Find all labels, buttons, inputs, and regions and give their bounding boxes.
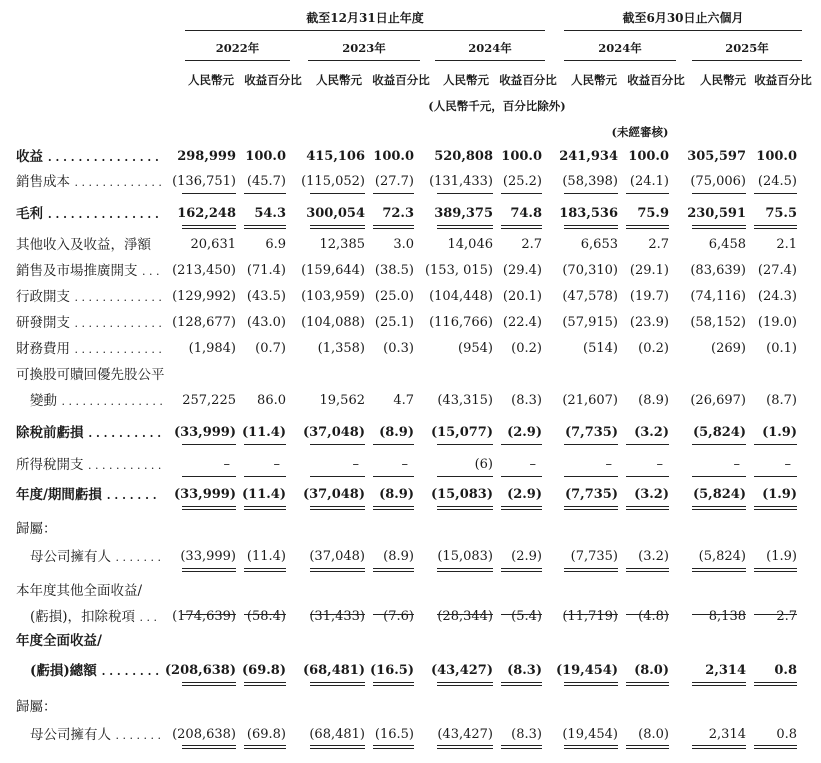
cell-value: (45.7): [246, 174, 286, 189]
cell-value: (1.9): [762, 487, 797, 502]
double-underline: [501, 506, 542, 510]
cell-value: (104,448): [429, 289, 493, 304]
cell-value: (37,048): [309, 549, 365, 564]
cell-value: (19.7): [629, 289, 669, 304]
row-label-attributable: 歸屬：: [16, 521, 57, 537]
cell-value: (5,824): [698, 549, 746, 564]
double-underline: [310, 682, 365, 686]
cell-value: (7.6): [383, 609, 414, 624]
underline: [626, 614, 669, 615]
cell-value: 100.0: [756, 149, 797, 164]
double-underline: [692, 745, 746, 749]
underline: [626, 476, 669, 477]
cell-value: (69.8): [242, 663, 286, 678]
cell-value: (7,735): [570, 549, 618, 564]
cell-value: (58,152): [690, 315, 746, 330]
cell-value: (4.8): [638, 609, 669, 624]
cell-value: 389,375: [434, 206, 493, 221]
cell-value: (5.4): [511, 609, 542, 624]
cell-value: 0.8: [776, 727, 797, 742]
cell-value: (25.0): [374, 289, 414, 304]
header-rule: [564, 30, 802, 31]
underline: [501, 193, 542, 194]
cell-value: (1.9): [762, 425, 797, 440]
row-label-finance-costs: 財務費用 . . . . . . . . . . . . .: [16, 341, 162, 357]
cell-value: (31,433): [309, 609, 365, 624]
cell-value: (37,048): [302, 425, 365, 440]
cell-value: (43.5): [246, 289, 286, 304]
col-header-rmb: 人民幣元: [443, 73, 489, 87]
col-header-rmb: 人民幣元: [571, 73, 617, 87]
cell-value: (22.4): [502, 315, 542, 330]
cell-value: (8.9): [379, 487, 414, 502]
cell-value: (269): [711, 341, 746, 356]
underline: [437, 476, 493, 477]
underline: [310, 614, 365, 615]
underline: [754, 476, 797, 477]
row-label-rd-expenses: 研發開支 . . . . . . . . . . . . .: [16, 315, 162, 331]
cell-value: 520,808: [434, 149, 493, 164]
underline: [564, 614, 618, 615]
cell-value: (115,052): [301, 174, 365, 189]
cell-value: (15,083): [430, 487, 493, 502]
cell-value: 14,046: [447, 237, 493, 252]
cell-value: (208,638): [164, 663, 236, 678]
cell-value: 100.0: [245, 149, 286, 164]
double-underline: [564, 682, 618, 686]
row-label-owners-of-parent: 母公司擁有人 . . . . . . .: [30, 727, 161, 743]
cell-value: (75,006): [690, 174, 746, 189]
cell-value: 6,653: [580, 237, 618, 252]
cell-value: 300,054: [306, 206, 365, 221]
cell-value: 2,314: [705, 663, 746, 678]
double-underline: [182, 568, 236, 572]
cell-value: (69.8): [246, 727, 286, 742]
double-underline: [626, 568, 669, 572]
cell-value: (19,454): [562, 727, 618, 742]
cell-value: 2.7: [776, 609, 797, 624]
cell-value: –: [733, 457, 740, 472]
double-underline: [437, 745, 493, 749]
cell-value: (11.4): [242, 425, 286, 440]
header-rule: [185, 30, 545, 31]
underline: [564, 193, 618, 194]
col-header-rmb: 人民幣元: [188, 73, 234, 87]
double-underline: [564, 568, 618, 572]
cell-value: –: [352, 457, 359, 472]
underline: [692, 444, 746, 445]
col-header-pct: 收益百分比: [244, 73, 302, 87]
cell-value: (23.9): [629, 315, 669, 330]
year-header-2022: 2022年: [215, 41, 260, 55]
cell-value: (57,915): [562, 315, 618, 330]
col-header-rmb: 人民幣元: [700, 73, 746, 87]
cell-value: 162,248: [177, 206, 236, 221]
cell-value: (213,450): [172, 263, 236, 278]
cell-value: 0.8: [774, 663, 797, 678]
cell-value: (15,083): [437, 549, 493, 564]
cell-value: 2,314: [708, 727, 746, 742]
cell-value: 415,106: [306, 149, 365, 164]
cell-value: (136,751): [172, 174, 236, 189]
underline: [692, 193, 746, 194]
double-underline: [692, 682, 746, 686]
cell-value: (43,427): [437, 727, 493, 742]
cell-value: (0.2): [638, 341, 669, 356]
double-underline: [182, 682, 236, 686]
group-header-six-months: 截至6月30日止六個月: [622, 11, 744, 25]
double-underline: [754, 568, 797, 572]
cell-value: (8.9): [638, 393, 669, 408]
cell-value: (43,427): [430, 663, 493, 678]
cell-value: (58,398): [562, 174, 618, 189]
double-underline: [626, 506, 669, 510]
cell-value: (5,824): [692, 487, 746, 502]
row-label-loss-for-period: 年度/期間虧損 . . . . . . .: [16, 487, 157, 503]
row-label-total-comprehensive-cont: (虧損)總額 . . . . . . . .: [30, 663, 160, 679]
row-label-total-comprehensive: 年度全面收益/: [16, 633, 102, 649]
group-header-year-end: 截至12月31日止年度: [306, 11, 424, 25]
underline: [626, 444, 669, 445]
underline: [182, 476, 236, 477]
cell-value: (1.9): [766, 549, 797, 564]
row-label-other-income: 其他收入及收益，淨額: [16, 237, 151, 253]
double-underline: [626, 682, 669, 686]
cell-value: (116,766): [429, 315, 493, 330]
header-rule: [308, 60, 420, 61]
cell-value: (26,697): [690, 393, 746, 408]
cell-value: 75.5: [765, 206, 797, 221]
row-label-other-comprehensive: 本年度其他全面收益/: [16, 583, 143, 599]
cell-value: (58.4): [246, 609, 286, 624]
cell-value: (514): [583, 341, 618, 356]
cell-value: (70,310): [562, 263, 618, 278]
double-underline: [754, 506, 797, 510]
cell-value: (37,048): [302, 487, 365, 502]
double-underline: [373, 682, 414, 686]
cell-value: –: [223, 457, 230, 472]
cell-value: 241,934: [559, 149, 618, 164]
double-underline: [373, 225, 414, 229]
cell-value: (43.0): [246, 315, 286, 330]
double-underline: [244, 225, 286, 229]
underline: [692, 476, 746, 477]
cell-value: 6.9: [265, 237, 286, 252]
row-label-selling-expenses: 銷售及市場推廣開支 . . .: [16, 263, 160, 279]
underline: [182, 444, 236, 445]
double-underline: [437, 225, 493, 229]
cell-value: –: [529, 457, 536, 472]
row-label-cost-of-sales: 銷售成本 . . . . . . . . . . . . .: [16, 174, 162, 190]
row-label-fair-value-change-cont: 變動 . . . . . . . . . . . . . . .: [30, 393, 163, 409]
underline: [754, 444, 797, 445]
double-underline: [182, 745, 236, 749]
cell-value: –: [273, 457, 280, 472]
double-underline: [310, 745, 365, 749]
cell-value: (8.7): [766, 393, 797, 408]
double-underline: [244, 506, 286, 510]
row-label-admin-expenses: 行政開支 . . . . . . . . . . . . .: [16, 289, 162, 305]
double-underline: [244, 745, 286, 749]
cell-value: (8.0): [634, 663, 669, 678]
cell-value: 72.3: [382, 206, 414, 221]
cell-value: (11.4): [246, 549, 286, 564]
underline: [626, 193, 669, 194]
double-underline: [244, 682, 286, 686]
cell-value: (2.9): [511, 549, 542, 564]
cell-value: (33,999): [173, 425, 236, 440]
cell-value: (11.4): [242, 487, 286, 502]
underline: [564, 444, 618, 445]
cell-value: 305,597: [687, 149, 746, 164]
double-underline: [564, 506, 618, 510]
double-underline: [310, 506, 365, 510]
cell-value: (74,116): [690, 289, 746, 304]
cell-value: (3.2): [634, 425, 669, 440]
cell-value: (3.2): [634, 487, 669, 502]
row-label-income-tax: 所得稅開支 . . . . . . . . . . .: [16, 457, 162, 473]
cell-value: 257,225: [182, 393, 236, 408]
cell-value: (0.7): [255, 341, 286, 356]
cell-value: 12,385: [319, 237, 365, 252]
header-rule: [692, 60, 802, 61]
cell-value: 74.8: [510, 206, 542, 221]
col-header-pct: 收益百分比: [627, 73, 685, 87]
unaudited-note: (未經審核): [611, 125, 669, 139]
cell-value: 2.7: [648, 237, 669, 252]
row-label-other-comprehensive-cont: (虧損)，扣除稅項 . . .: [30, 609, 158, 625]
cell-value: (0.1): [766, 341, 797, 356]
row-label-owners-of-parent: 母公司擁有人 . . . . . . .: [30, 549, 161, 565]
underline: [501, 614, 542, 615]
cell-value: (2.9): [507, 487, 542, 502]
cell-value: (3.2): [638, 549, 669, 564]
cell-value: (8.3): [511, 393, 542, 408]
cell-value: (19,454): [555, 663, 618, 678]
row-label-attributable: 歸屬：: [16, 699, 57, 715]
cell-value: 100.0: [628, 149, 669, 164]
cell-value: 54.3: [254, 206, 286, 221]
cell-value: 298,999: [177, 149, 236, 164]
header-rule: [564, 60, 676, 61]
header-rule: [185, 60, 290, 61]
underline: [754, 193, 797, 194]
cell-value: (33,999): [180, 549, 236, 564]
double-underline: [501, 745, 542, 749]
underline: [373, 444, 414, 445]
cell-value: –: [401, 457, 408, 472]
cell-value: (16.5): [370, 663, 414, 678]
cell-value: (208,638): [172, 727, 236, 742]
cell-value: 2.1: [776, 237, 797, 252]
cell-value: (8.3): [507, 663, 542, 678]
double-underline: [373, 568, 414, 572]
underline: [244, 193, 286, 194]
cell-value: (954): [458, 341, 493, 356]
cell-value: (20.1): [502, 289, 542, 304]
cell-value: 4.7: [393, 393, 414, 408]
double-underline: [564, 745, 618, 749]
double-underline: [754, 682, 797, 686]
col-header-pct: 收益百分比: [372, 73, 430, 87]
underline: [501, 444, 542, 445]
cell-value: (2.9): [507, 425, 542, 440]
cell-value: (1,984): [188, 341, 236, 356]
cell-value: (25.1): [374, 315, 414, 330]
cell-value: (21,607): [562, 393, 618, 408]
cell-value: (159,644): [301, 263, 365, 278]
double-underline: [626, 745, 669, 749]
cell-value: (7,735): [564, 425, 618, 440]
cell-value: (27.4): [757, 263, 797, 278]
double-underline: [501, 225, 542, 229]
cell-value: (11,719): [562, 609, 618, 624]
double-underline: [244, 568, 286, 572]
cell-value: (24.3): [757, 289, 797, 304]
cell-value: (8.0): [638, 727, 669, 742]
cell-value: (7,735): [564, 487, 618, 502]
cell-value: (0.3): [383, 341, 414, 356]
row-label-fair-value-change: 可換股可贖回優先股公平: [16, 367, 176, 383]
cell-value: (5,824): [692, 425, 746, 440]
cell-value: (27.7): [374, 174, 414, 189]
cell-value: (6): [474, 457, 493, 472]
underline: [437, 444, 493, 445]
cell-value: (103,959): [301, 289, 365, 304]
underline: [754, 614, 797, 615]
cell-value: (24.1): [629, 174, 669, 189]
cell-value: (8.9): [383, 549, 414, 564]
year-header-2025-h1: 2025年: [725, 41, 769, 55]
double-underline: [501, 682, 542, 686]
cell-value: (47,578): [562, 289, 618, 304]
underline: [244, 476, 286, 477]
cell-value: (128,677): [172, 315, 236, 330]
double-underline: [692, 568, 746, 572]
underline: [437, 614, 493, 615]
double-underline: [437, 506, 493, 510]
cell-value: 75.9: [637, 206, 669, 221]
double-underline: [754, 225, 797, 229]
double-underline: [564, 225, 618, 229]
cell-value: (68,481): [309, 727, 365, 742]
cell-value: 3.0: [393, 237, 414, 252]
cell-value: (28,344): [437, 609, 493, 624]
cell-value: (83,639): [690, 263, 746, 278]
cell-value: 100.0: [501, 149, 542, 164]
double-underline: [754, 745, 797, 749]
row-label-loss-before-tax: 除稅前虧損 . . . . . . . . . .: [16, 425, 162, 441]
col-header-pct: 收益百分比: [754, 73, 812, 87]
underline: [310, 476, 365, 477]
double-underline: [310, 225, 365, 229]
underline: [182, 193, 236, 194]
underline: [564, 476, 618, 477]
cell-value: 230,591: [687, 206, 746, 221]
cell-value: (29.4): [502, 263, 542, 278]
cell-value: (104,088): [301, 315, 365, 330]
cell-value: (1,358): [317, 341, 365, 356]
cell-value: (19.0): [757, 315, 797, 330]
underline: [373, 476, 414, 477]
cell-value: (43,315): [437, 393, 493, 408]
double-underline: [692, 506, 746, 510]
unit-note: (人民幣千元，百分比除外): [428, 99, 566, 113]
double-underline: [182, 225, 236, 229]
double-underline: [626, 225, 669, 229]
year-header-2024: 2024年: [468, 41, 512, 55]
underline: [310, 444, 365, 445]
double-underline: [501, 568, 542, 572]
double-underline: [437, 568, 493, 572]
underline: [373, 193, 414, 194]
cell-value: 8,138: [708, 609, 746, 624]
cell-value: –: [605, 457, 612, 472]
underline: [373, 614, 414, 615]
cell-value: (16.5): [374, 727, 414, 742]
cell-value: (15,077): [430, 425, 493, 440]
double-underline: [373, 745, 414, 749]
cell-value: (71.4): [246, 263, 286, 278]
cell-value: (29.1): [629, 263, 669, 278]
cell-value: (38.5): [374, 263, 414, 278]
cell-value: 86.0: [257, 393, 286, 408]
row-label-revenue: 收益 . . . . . . . . . . . . . . .: [16, 149, 159, 165]
cell-value: 100.0: [373, 149, 414, 164]
cell-value: –: [656, 457, 663, 472]
year-header-2024-h1: 2024年: [598, 41, 642, 55]
cell-value: (174,639): [172, 609, 236, 624]
underline: [437, 193, 493, 194]
cell-value: (8.9): [379, 425, 414, 440]
double-underline: [692, 225, 746, 229]
cell-value: (8.3): [511, 727, 542, 742]
double-underline: [437, 682, 493, 686]
cell-value: (24.5): [757, 174, 797, 189]
cell-value: (129,992): [172, 289, 236, 304]
cell-value: (153, 015): [424, 263, 493, 278]
col-header-pct: 收益百分比: [499, 73, 557, 87]
row-label-gross-profit: 毛利 . . . . . . . . . . . . . . .: [16, 206, 159, 222]
col-header-rmb: 人民幣元: [316, 73, 362, 87]
cell-value: (33,999): [173, 487, 236, 502]
cell-value: 183,536: [559, 206, 618, 221]
cell-value: (25.2): [502, 174, 542, 189]
underline: [692, 614, 746, 615]
cell-value: (68,481): [302, 663, 365, 678]
cell-value: 6,458: [708, 237, 746, 252]
year-header-2023: 2023年: [342, 41, 386, 55]
underline: [244, 444, 286, 445]
double-underline: [182, 506, 236, 510]
header-rule: [435, 60, 545, 61]
double-underline: [373, 506, 414, 510]
cell-value: (131,433): [429, 174, 493, 189]
underline: [244, 614, 286, 615]
double-underline: [310, 568, 365, 572]
cell-value: –: [784, 457, 791, 472]
cell-value: (0.2): [511, 341, 542, 356]
underline: [182, 614, 236, 615]
cell-value: 20,631: [190, 237, 236, 252]
underline: [310, 193, 365, 194]
underline: [501, 476, 542, 477]
cell-value: 19,562: [319, 393, 365, 408]
cell-value: 2.7: [521, 237, 542, 252]
